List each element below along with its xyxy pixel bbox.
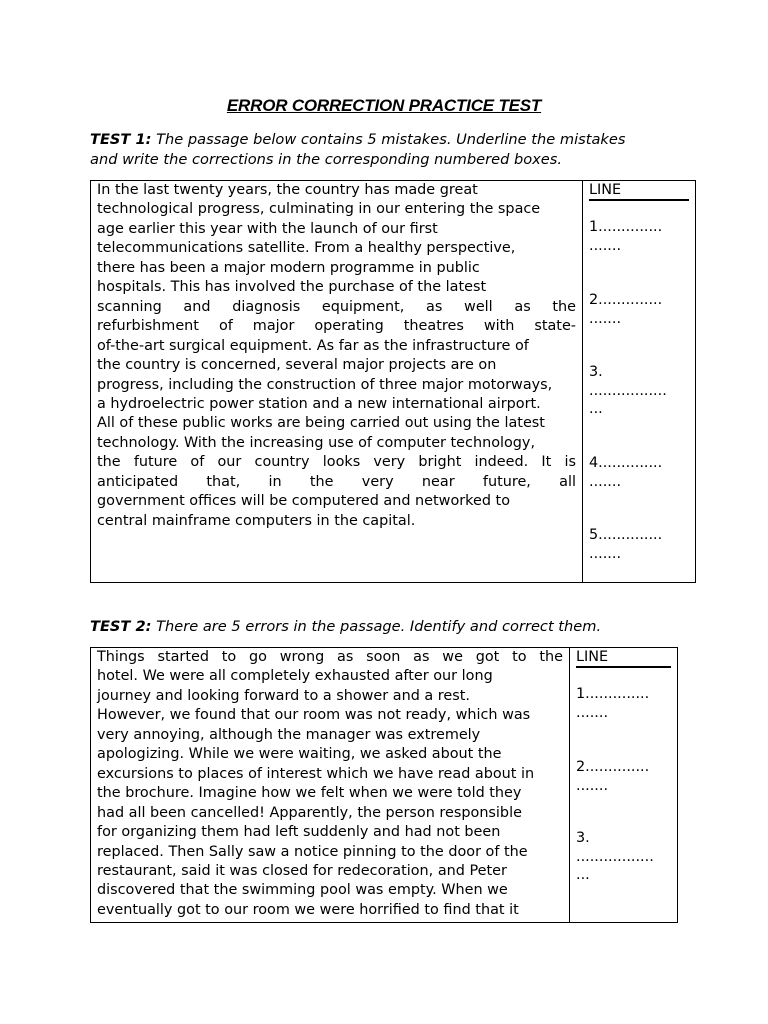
test1-table — [90, 180, 696, 583]
passage-line: of-the-art surgical equipment. As far as the infrastructure of — [97, 337, 529, 354]
test1-passage — [91, 181, 583, 582]
passage-line: scanning and diagnosis equipment, as well as the — [97, 298, 576, 315]
answer-box-4[interactable]: 4.............. ....... — [589, 455, 663, 490]
test2-label: TEST 2: — [90, 618, 152, 635]
passage-line: a hydroelectric power station and a new international airport. — [97, 395, 541, 412]
test2-instructions — [90, 617, 680, 637]
answer-box-3[interactable]: 3. ................. ... — [589, 364, 667, 417]
test1-answer-column — [583, 181, 695, 582]
passage-line: replaced. Then Sally saw a notice pinning to the door of the — [97, 843, 528, 860]
passage-line: technological progress, culminating in our entering the space — [97, 201, 541, 218]
answer-box-1[interactable]: 1.............. ....... — [576, 686, 650, 721]
passage-line: restaurant, said it was closed for redecoration, and Peter — [97, 862, 507, 879]
answer-box-1[interactable]: 1.............. ....... — [589, 219, 663, 254]
passage-line: eventually got to our room we were horrified to find that it — [97, 901, 519, 918]
answer-box-3[interactable]: 3. ................. ... — [576, 830, 654, 883]
passage-line: for organizing them had left suddenly and had not been — [97, 824, 501, 841]
test2-instruction: There are 5 errors in the passage. Identify and correct them. — [151, 618, 602, 635]
passage-line: apologizing. While we were waiting, we asked about the — [97, 746, 502, 763]
passage-line: Things started to go wrong as soon as we got to the — [97, 649, 563, 665]
passage-line: However, we found that our room was not ready, which was — [97, 707, 531, 724]
passage-line: refurbishment of major operating theatres with state- — [97, 318, 576, 335]
passage-line: the country is concerned, several major projects are on — [97, 357, 497, 374]
passage-line: excursions to places of interest which we have read about in — [97, 765, 535, 782]
passage-line: anticipated that, in the very near future, all — [97, 473, 576, 490]
passage-line: discovered that the swimming pool was empty. When we — [97, 882, 508, 899]
passage-line: age earlier this year with the launch of our first — [97, 220, 438, 237]
answer-box-5[interactable]: 5.............. ....... — [589, 527, 663, 562]
passage-line: In the last twenty years, the country has made great — [97, 182, 478, 198]
test2-answer-column — [570, 648, 677, 922]
passage-line: there has been a major modern programme in public — [97, 259, 480, 276]
passage-line: progress, including the construction of three major motorways, — [97, 376, 553, 393]
passage-line: telecommunications satellite. From a healthy perspective, — [97, 240, 516, 257]
passage-line: government offices will be computered and networked to — [97, 493, 510, 510]
passage-line: had all been cancelled! Apparently, the person responsible — [97, 804, 522, 821]
test2-passage — [91, 648, 570, 922]
passage-line: All of these public works are being carried out using the latest — [97, 415, 545, 432]
passage-line: the brochure. Imagine how we felt when we were told they — [97, 785, 522, 802]
test2-table — [90, 647, 678, 923]
passage-line: central mainframe computers in the capital. — [97, 512, 416, 529]
passage-line: journey and looking forward to a shower and a rest. — [97, 687, 470, 704]
passage-line: the future of our country looks very bright indeed. It is — [97, 454, 576, 471]
test1-label: TEST 1: — [90, 131, 152, 148]
test1-instructions — [90, 130, 680, 169]
test1-instruction-line1: The passage below contains 5 mistakes. Underline the mistakes — [151, 131, 626, 148]
passage-line: technology. With the increasing use of computer technology, — [97, 434, 536, 451]
page-title: ERROR CORRECTION PRACTICE TEST — [226, 96, 542, 115]
test1-instruction-line2: and write the corrections in the corresponding numbered boxes. — [90, 150, 563, 168]
line-header: LINE — [589, 181, 689, 201]
passage-line: hotel. We were all completely exhausted after our long — [97, 668, 493, 685]
passage-line: very annoying, although the manager was extremely — [97, 726, 481, 743]
answer-box-2[interactable]: 2.............. ....... — [589, 292, 663, 327]
line-header: LINE — [576, 648, 671, 668]
answer-box-2[interactable]: 2.............. ....... — [576, 759, 650, 794]
passage-line: hospitals. This has involved the purchase of the latest — [97, 279, 487, 296]
